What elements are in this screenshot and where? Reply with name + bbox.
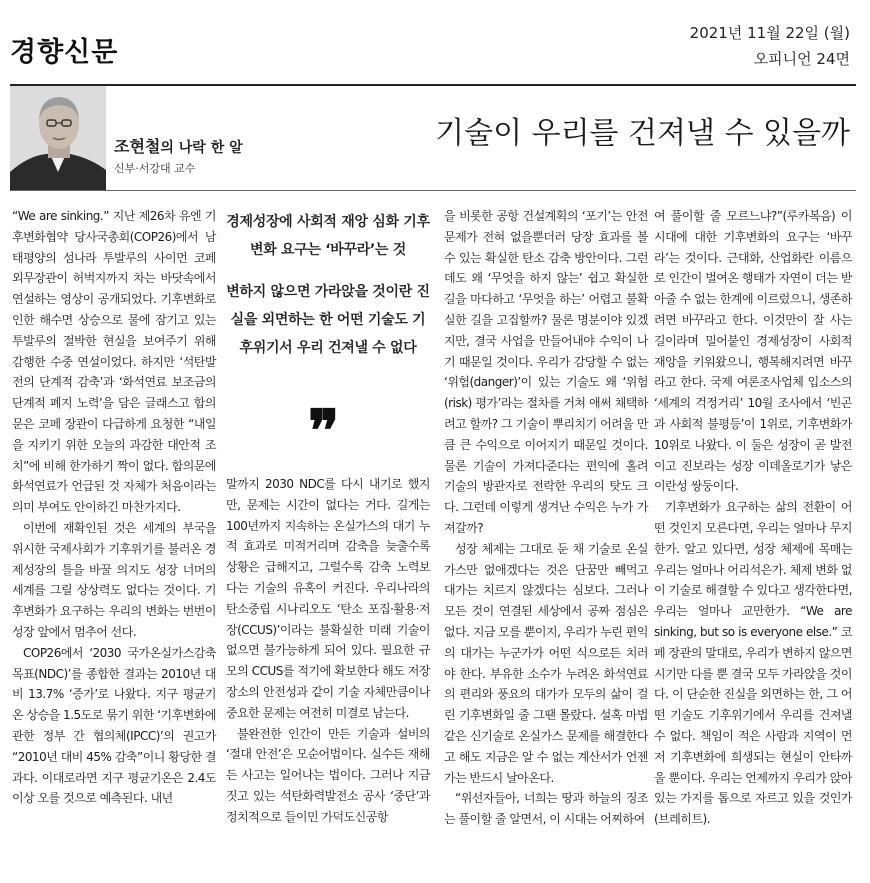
paragraph: 을 비롯한 공항 건설계획의 ‘포기’는 안전 문제가 전혀 없을뿐더러 당장 효과를 볼 수 있는 확실한 탄소 감축 방안이다. 그런데도 왜 ‘무엇을 하지 않는’ 쉽고 확실한 길을 마다하고 ‘무엇을 하는’ 어렵고 불확실한 길을 고집할까? 물론 명분이야 있겠지만, 결국 사업을 만들어내야 수익이 나기 때문일 것이다. 우리가 감당할 수 없는 ‘위험(danger)’이 있는 기술도 왜 ‘위험(risk) 평가’라는 절차를 거쳐 애써 채택하려고 할까? 그 기술이 뿌리치기 어려울 만큼 큰 수익으로 이어지기 때문일 것이다. 물론 기술이 가져다준다는 편익에 홀려 기술의 방관자로 전락한 우리의 탓도 크다. 그런데 이렇게 생겨난 수익은 누가 가져갈까?	[444, 209, 648, 535]
pull-quote-line: 변하지 않으면 가라앉을 것이란 진실을 외면하는 한 어떤 기술도 기후위기서 우리 건져낼 수 없다	[226, 284, 430, 356]
paragraph: 여 풀이할 줄 모르느냐?”(루카복음) 이 시대에 대한 기후변화의 요구는 ‘바꾸라’는 것이다. 근대화, 산업화란 이름으로 인간이 벌여온 행태가 자연이 더는 받아줄 수 없는 한계에 이르렀으니, 생존하려면 바꾸라고 한다. 이것만이 잘 사는 길이라며 밀어붙인 경제성장이 사회적 재앙을 키워왔으니, 행복해지려면 바꾸라고 한다. 국제 여론조사업체 입소스의 ‘세계의 걱정거리’ 10월 조사에서 ‘빈곤과 사회적 불평등’이 1위로, 기후변화가 10위로 나왔다. 이 둘은 성장이 곧 발전이고 진보라는 성장 이데올로기가 낳은 이란성 쌍둥이다.	[654, 209, 852, 494]
article-column-3	[444, 206, 648, 830]
columnist-photo	[10, 86, 106, 190]
paragraph: 이번에 재확인된 것은 세계의 부국을 위시한 국제사회가 기후위기를 불러온 경제성장의 틀을 바꿀 의지도 성장 너머의 세계를 그릴 상상력도 없다는 것이다. 기후변화가 요구하는 우리의 변화는 번번이 성장 앞에서 멈추어 선다.	[12, 520, 216, 639]
series-name: 의 나락 한 알	[160, 140, 243, 156]
paragraph: “We are sinking.” 지난 제26차 유엔 기후변화협약 당사국총회(COP26)에서 남태평양의 섬나라 투발루의 사이먼 코페 외무장관이 허벅지까지 차는 바닷속에서 연설하는 영상이 공개되었다. 기후변화로 인한 해수면 상승으로 물에 잠기고 있는 투발루의 절박한 현실을 보여주기 위해 감행한 수중 연설이었다. 하지만 ‘석탄발전의 단계적 감축’과 ‘화석연료 보조금의 단계적 폐지 노력’을 담은 글래스고 합의문은 코페 장관이 다급하게 요청한 “내일을 지키기 위한 오늘의 과감한 대안적 조치”에 비해 한가하기 짝이 없다. 합의문에 화석연료가 언급된 것 자체가 처음이라는 의미 부여도 안이하긴 마찬가지다.	[12, 209, 216, 515]
article-headline: 기술이 우리를 건져낼 수 있을까	[435, 116, 850, 151]
newspaper-masthead: 경향신문	[10, 37, 119, 68]
columnist-affiliation: 신부·서강대 교수	[114, 162, 196, 175]
dateline	[690, 20, 850, 72]
header-rule	[10, 84, 856, 86]
paragraph: “위선자들아, 너희는 땅과 하늘의 징조는 풀이할 줄 알면서, 이 시대는 어찌하여	[444, 791, 648, 827]
paragraph: COP26에서 ‘2030 국가온실가스감축목표(NDC)’를 종합한 결과는 2010년 대비 13.7% ‘증가’로 나왔다. 지구 평균기온 상승을 1.5도로 묶기 위한 ‘기후변화에 관한 정부 간 협의체(IPCC)’의 권고가 “2010년 대비 45% 감축”이니 황당한 결과다. 이대로라면 지구 평균기온은 2.4도 이상 오를 것으로 예측된다. 내년	[12, 645, 216, 806]
pull-quote	[226, 208, 430, 376]
paragraph: 말까지 2030 NDC를 다시 내기로 했지만, 문제는 시간이 없다는 거다. 길게는 100년까지 지속하는 온실가스의 대기 누적 효과로 미적거리며 감축을 늦출수록 상황은 급해지고, 그럴수록 감축 노력보다는 기술의 유혹이 커진다. 우리나라의 탄소중립 시나리오도 ‘탄소 포집·활용·저장(CCUS)’이라는 불확실한 미래 기술이 없으면 불가능하게 되어 있다. 필요한 규모의 CCUS를 적기에 확보한다 해도 저장 장소의 안전성과 같이 기술 자체만큼이나 중요한 문제는 여전히 미결로 남는다.	[226, 477, 430, 720]
paragraph: 기후변화가 요구하는 삶의 전환이 어떤 것인지 모른다면, 우리는 얼마나 무지한가. 알고 있다면, 성장 체제에 목매는 우리는 얼마나 어리석은가. 체제 변화 없이 기술로 해결할 수 있다고 생각한다면, 우리는 얼마나 교만한가. “We are sinking, but so is everyone else.” 코페 장관의 말대로, 우리가 변하지 않으면 시기만 다를 뿐 결국 모두 가라앉을 것이다. 이 단순한 진실을 외면하는 한, 그 어떤 기술도 기후위기에서 우리를 건져낼 수 없다. 책임이 적은 사람과 지역이 먼저 기후변화에 희생되는 현실이 안타까울 뿐이다. 우리는 언제까지 우리가 앉아 있는 가지를 톱으로 자르고 있을 것인가(브레히트).	[654, 500, 852, 827]
article-column-1	[12, 206, 216, 809]
paragraph: 성장 체제는 그대로 둔 채 기술로 온실가스만 없애겠다는 것은 단꿈만 빼먹고 대가는 치르지 않겠다는 심보다. 그러나 모든 것이 연결된 세상에서 공짜 점심은 없다. 지금 모를 뿐이지, 우리가 누린 편익의 대가는 누군가가 어떤 식으로든 치러야 한다. 부유한 소수가 누려온 화석연료의 편리와 풍요의 대가가 모두의 삶이 걸린 기후변화일 줄 그땐 몰랐다. 설혹 마법 같은 신기술로 온실가스 문제를 해결한다고 해도 지금은 알 수 없는 계산서가 언젠가는 반드시 날아온다.	[444, 541, 648, 785]
columnist-byline	[114, 134, 243, 157]
article-column-4	[654, 206, 852, 830]
column-2-body	[226, 474, 430, 828]
quote-mark-icon: ❞	[308, 397, 340, 465]
columnist-name: 조현철	[114, 137, 161, 156]
paragraph: 불완전한 인간이 만든 기술과 설비의 ‘절대 안전’은 모순어법이다. 실수든 재해든 사고는 일어나는 법이다. 그러나 지금 짓고 있는 석탄화력발전소 공사 ‘중단’과 정치적으로 들이민 가덕도신공항	[226, 726, 430, 824]
publication-date: 2021년 11월 22일 (월)	[689, 24, 850, 42]
header-bottom-rule	[10, 190, 856, 191]
pull-quote-line: 경제성장에 사회적 재앙 심화 기후변화 요구는 ‘바꾸라’는 것	[226, 214, 430, 258]
section-page: 오피니언 24면	[753, 50, 850, 68]
